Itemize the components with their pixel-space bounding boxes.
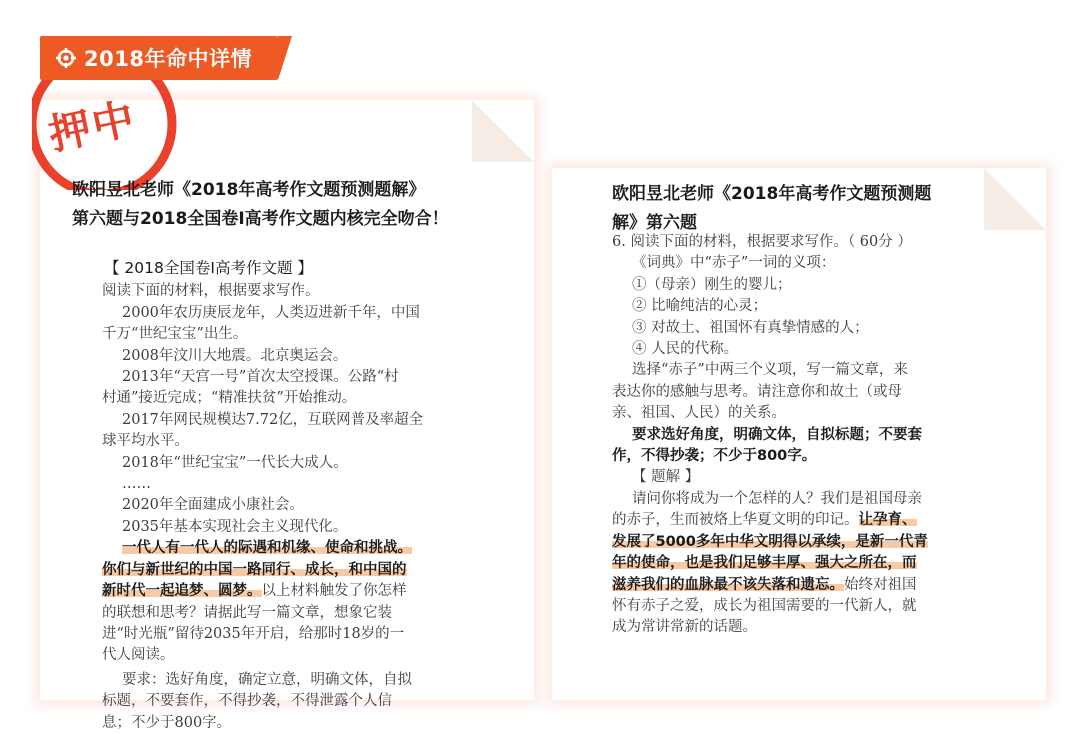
question-line: 6. 阅读下面的材料，根据要求写作。（ 60分 ） <box>612 234 912 250</box>
target-icon <box>56 48 76 68</box>
body-line: 代人阅读。 <box>102 647 175 664</box>
section-tag <box>40 36 278 80</box>
right-headline-line: 欧阳昱北老师《2018年高考作文题预测题 <box>612 184 932 204</box>
hit-stamp <box>32 80 182 190</box>
body-line: 进“时光瓶”留待2035年开启，给那时18岁的一 <box>102 625 405 642</box>
left-headline <box>72 176 449 234</box>
definition-list <box>612 275 984 361</box>
answer-highlight-line: 发展了5000多年中华文明得以承续，是新一代青 <box>612 533 928 550</box>
body-line: 2008年汶川大地震。北京奥运会。 <box>122 347 348 364</box>
definition-item: ④ 人民的代称。 <box>632 341 739 358</box>
prediction-card <box>552 168 1046 700</box>
definition-item: ③ 对故土、祖国怀有真挚情感的人； <box>632 319 869 336</box>
left-headline-line: 欧阳昱北老师《2018年高考作文题预测题解》 <box>72 180 426 200</box>
page-fold <box>984 168 1046 230</box>
section-tag-label: 2018年命中详情 <box>84 47 252 71</box>
body-line: 息；不少于800字。 <box>102 714 232 731</box>
answer-line: 怀有赤子之爱，成长为祖国需要的一代新人，就 <box>612 597 917 614</box>
prediction-text <box>612 232 984 639</box>
definition-item: ② 比喻纯洁的心灵； <box>632 298 768 315</box>
right-headline <box>612 180 931 238</box>
answer-line: 滋养我们的血脉最不该失落和遗忘。始终对祖国 <box>612 576 917 593</box>
intro-line: 《词典》中“赤子”一词的义项： <box>632 255 836 272</box>
material-lines <box>102 281 502 538</box>
requirement-line: 要求选好角度，明确文体，自拟标题；不要套 <box>632 426 922 443</box>
answer-highlight-line: 年的使命，也是我们足够丰厚、强大之所在，而 <box>612 555 917 572</box>
body-line: 2018年“世纪宝宝”一代长大成人。 <box>122 454 348 471</box>
answer-line: 请问你将成为一个怎样的人？我们是祖国母亲 <box>632 490 922 507</box>
body-line: …… <box>122 476 151 493</box>
exam-question-card <box>40 93 534 731</box>
body-line: 2013年“天宫一号”首次太空授课。公路“村 <box>122 369 399 386</box>
page-fold <box>472 100 534 162</box>
stamp-label: 押中 <box>44 93 141 160</box>
body-line: 标题，不要套作，不得抄袭，不得泄露个人信 <box>102 693 392 710</box>
body-line: 2020年全面建成小康社会。 <box>122 497 304 514</box>
right-headline-line: 解》第六题 <box>612 213 697 233</box>
highlight-line: 新时代一起追梦、圆梦。以上材料触发了你怎样 <box>102 583 407 600</box>
body-line: 的联想和思考？请据此写一篇文章，想象它装 <box>102 604 392 621</box>
exam-question-text <box>102 258 502 734</box>
body-line: 阅读下面的材料，根据要求写作。 <box>102 283 320 300</box>
body-line: 2035年基本实现社会主义现代化。 <box>122 518 348 535</box>
left-headline-line: 第六题与2018全国卷I高考作文题内核完全吻合！ <box>72 209 449 229</box>
answer-line: 成为常讲常新的话题。 <box>612 619 757 636</box>
definition-item: ①（母亲）刚生的婴儿； <box>632 276 792 293</box>
body-line: 2017年网民规模达7.72亿，互联网普及率超全 <box>122 411 424 428</box>
answer-label: 【 题解 】 <box>632 469 700 486</box>
body-line: 表达你的感触与思考。请注意你和故土（或母 <box>612 383 902 400</box>
exam-title: 【 2018全国卷I高考作文题 】 <box>104 259 313 277</box>
body-line: 千万“世纪宝宝”出生。 <box>102 326 248 343</box>
body-line: 球平均水平。 <box>102 433 189 450</box>
highlight-line: 你们与新世纪的中国一路同行、成长，和中国的 <box>102 561 407 578</box>
requirement-line: 作，不得抄袭；不少于800字。 <box>612 448 817 465</box>
body-line: 村通”接近完成；“精准扶贫”开始推动。 <box>102 390 357 407</box>
body-line: 2000年农历庚辰龙年，人类迈进新千年，中国 <box>122 304 420 321</box>
body-line: 亲、祖国、人民）的关系。 <box>612 405 786 422</box>
requirement-lines <box>102 670 502 734</box>
answer-line: 的赤子，生而被烙上华夏文明的印记。让孕育、 <box>612 512 917 529</box>
highlight-line: 一代人有一代人的际遇和机缘、使命和挑战。 <box>122 540 412 557</box>
body-line: 选择“赤子”中两三个义项，写一篇文章，来 <box>632 362 908 379</box>
task-lines <box>612 360 984 424</box>
body-line: 要求：选好角度，确定立意，明确文体，自拟 <box>122 671 412 688</box>
